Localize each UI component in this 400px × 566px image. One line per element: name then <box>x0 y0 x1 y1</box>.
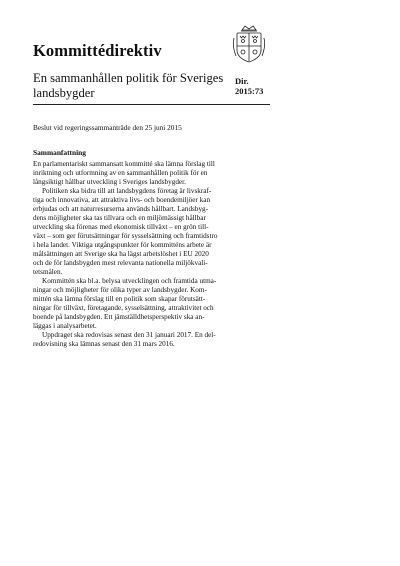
subtitle-line: En sammanhållen politik för Sveriges <box>33 71 224 85</box>
decision-line: Beslut vid regeringssammanträde den 25 juni 2015 <box>33 123 182 132</box>
body-text-line: ningar och möjligheter för olika typer av landsbygder. Kom- <box>33 286 207 294</box>
body-text-line: Politiken ska bidra till att landsbygdens företag är livskraf- <box>42 187 212 195</box>
body-text-line: ningar för tillväxt, företagande, sysselsättning, attraktivitet och <box>33 304 214 312</box>
header-divider <box>33 104 270 105</box>
document-subtitle <box>33 71 233 101</box>
body-text-line: erbjudas och att naturresurserna används hållbart. Landsbyg- <box>33 205 209 213</box>
body-text-line: tiga och innovativa, att attraktiva livs- och boendemiljöer kan <box>33 196 211 204</box>
document-title: Kommittédirektiv <box>33 41 162 60</box>
body-text-line: redovisning ska lämnas senast den 31 mars 2016. <box>33 340 175 348</box>
section-heading: Sammanfattning <box>33 148 86 157</box>
subtitle-line: landsbygder <box>33 86 95 100</box>
body-text-line: Kommittén ska bl.a. belysa utvecklingen och framtida utma- <box>42 277 217 285</box>
body-text-line: En parlamentariskt sammansatt kommitté ska lämna förslag till <box>33 160 215 168</box>
body-text-line: i hela landet. Viktiga utgångspunkter för kommitténs arbete är <box>33 241 212 249</box>
directive-label: Dir. <box>235 76 249 86</box>
body-text-line: växt – som ger förutsättningar för sysselsättning och framtidstro <box>33 232 218 240</box>
body-text-line: dens möjligheter ska tas tillvara och en miljömässigt hållbar <box>33 214 206 222</box>
body-text-line: inriktning och utformning av en sammanhållen politik för en <box>33 169 208 177</box>
body-text-line: mittén ska lämna förslag till en politik som skapar förutsätt- <box>33 295 206 303</box>
directive-number: 2015:73 <box>235 86 264 96</box>
body-text-line: läggas i analysarbetet. <box>33 322 97 330</box>
section-body <box>33 160 273 349</box>
body-text-line: boende på landsbygden. Ett jämställdhetsperspektiv ska an- <box>33 313 205 321</box>
body-text-line: Uppdraget ska redovisas senast den 31 januari 2017. En del- <box>42 331 216 339</box>
body-text-line: målsättningen att Sverige ska ha lägst arbetslöshet i EU 2020 <box>33 250 209 258</box>
body-text-line: och de för landsbygden mest relevanta nationella miljökvali- <box>33 259 208 267</box>
body-text-line: långsiktigt hållbar utveckling i Sveriges landsbygder. <box>33 178 186 186</box>
body-text-line: utveckling ska förenas med ekonomisk tillväxt – en grön till- <box>33 223 209 231</box>
swedish-coat-of-arms-icon <box>232 24 266 64</box>
body-text-line: tetsmålen. <box>33 268 63 276</box>
